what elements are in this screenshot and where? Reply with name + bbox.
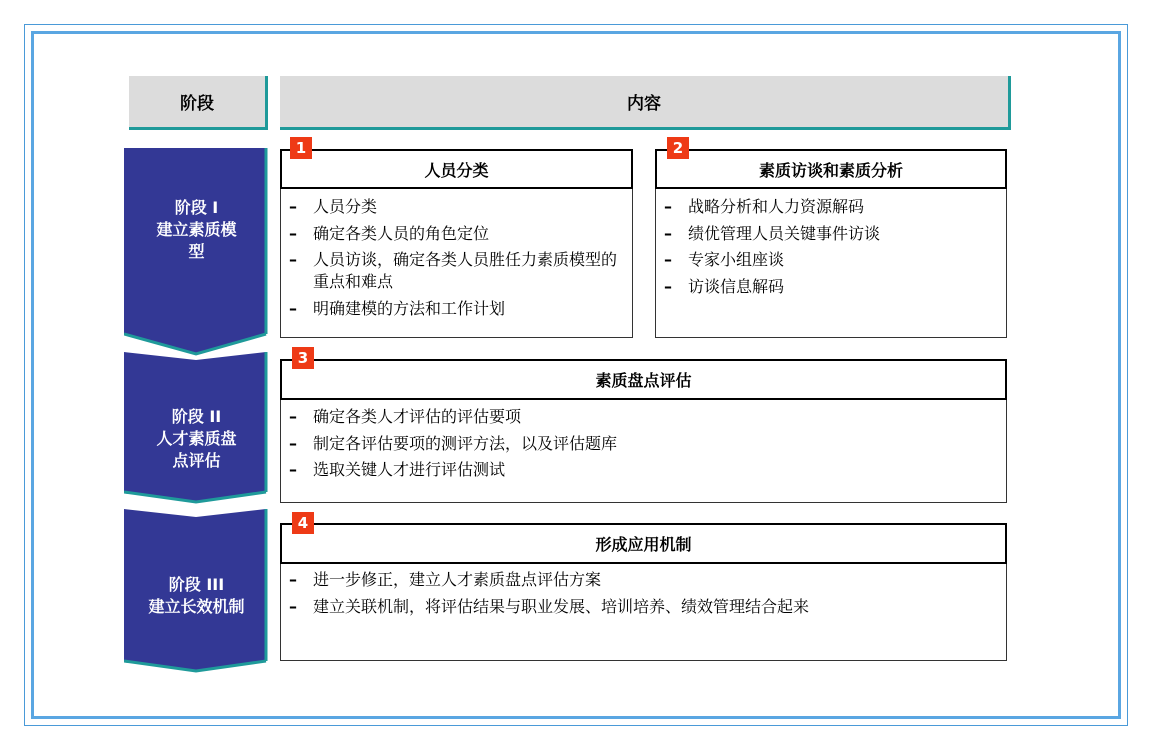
section-1-badge: 1 [290,137,312,159]
section-2-title: 素质访谈和素质分析 [758,160,903,180]
stage-1-line-1: 建立素质模 [156,220,237,239]
section-4-badge: 4 [292,512,314,534]
list-item: – 明确建模的方法和工作计划 [289,298,506,318]
section-1-list [289,196,625,324]
list-item: – 进一步修正，建立人才素质盘点评估方案 [289,570,602,589]
list-item: – 制定各评估要项的测评方法，以及评估题库 [289,433,618,453]
section-2-header [655,149,1007,189]
list-item: – 访谈信息解码 [664,276,785,296]
list-item: – 战略分析和人力资源解码 [664,197,865,216]
section-1-header [280,149,633,189]
section-4-title: 形成应用机制 [595,535,692,554]
stage-3-arrow [124,509,269,674]
content-column-header: 内容 [280,76,1011,130]
list-item: – 建立关联机制，将评估结果与职业发展、培训培养、绩效管理结合起来 [289,596,810,616]
stage-3-title: 阶段 III [168,575,225,594]
list-item: – 确定各类人员的角色定位 [289,223,490,243]
stage-2-title: 阶段 II [171,407,222,426]
stage-1-title: 阶段 I [174,198,219,217]
stage-2-line-2: 点评估 [172,451,221,470]
section-4-list [289,569,999,622]
list-item: – 绩优管理人员关键事件访谈 [664,223,881,243]
stage-3-line-1: 建立长效机制 [148,597,245,616]
stage-2-arrow [124,352,269,505]
stage-column-header: 阶段 [129,76,268,130]
section-2-badge: 2 [667,137,689,159]
section-3-title: 素质盘点评估 [595,371,692,390]
list-item: – 确定各类人才评估的评估要项 [289,407,522,426]
section-3-header [280,359,1007,400]
list-item: – 人员访谈，确定各类人员胜任力素质模型的重点和难点 [289,250,618,291]
section-3-badge: 3 [292,347,314,369]
list-item: – 人员分类 [289,197,378,216]
section-3-list [289,406,999,486]
section-2-list [664,196,1000,302]
stage-2-line-1: 人才素质盘 [156,429,237,448]
stage-1-line-2: 型 [188,242,205,261]
list-item: – 选取关键人才进行评估测试 [289,460,506,479]
stage-1-arrow [124,146,269,358]
section-1-title: 人员分类 [424,160,489,180]
section-4-header [280,523,1007,564]
list-item: – 专家小组座谈 [664,250,785,269]
